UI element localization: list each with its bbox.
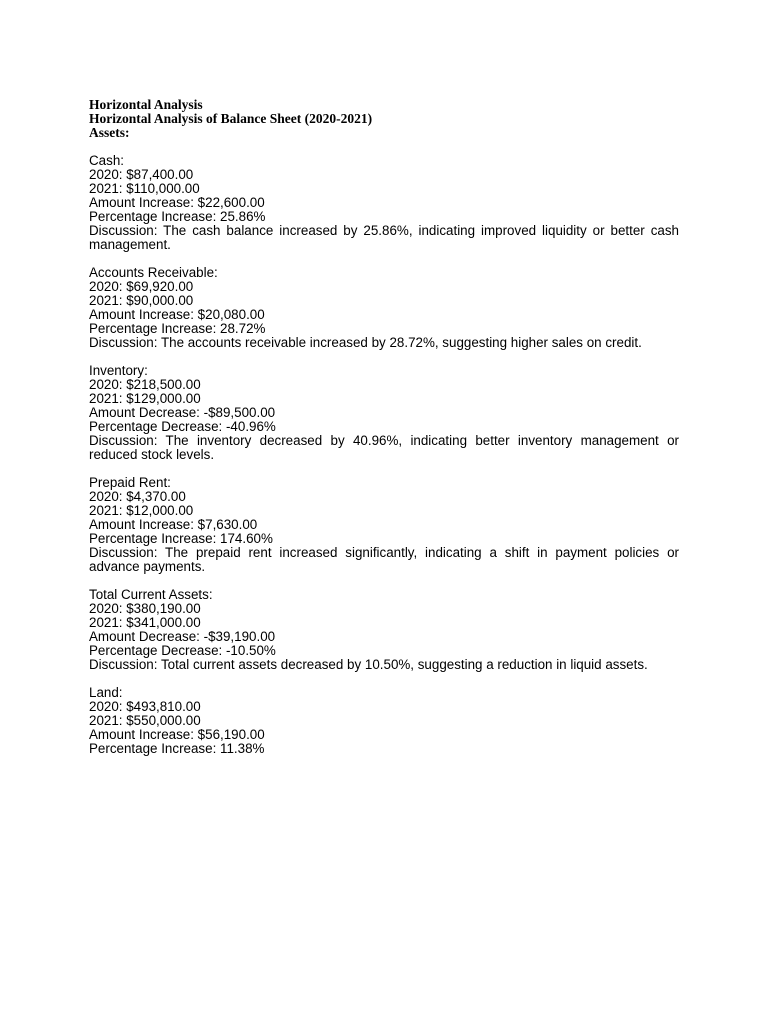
section-title: Total Current Assets: [89,587,213,602]
analysis-sections [89,154,679,756]
section-cash [89,154,679,252]
value-2021: 2021: $12,000.00 [89,503,194,518]
value-2020: 2020: $218,500.00 [89,377,201,392]
value-2020: 2020: $493,810.00 [89,699,201,714]
percentage-change: Percentage Increase: 11.38% [89,741,265,756]
discussion-text: Discussion: The accounts receivable increased by 28.72%, suggesting higher sales on credit. [89,335,642,350]
percentage-change: Percentage Decrease: -40.96% [89,419,276,434]
section-prepaid-rent [89,476,679,574]
document-subtitle: Horizontal Analysis of Balance Sheet (2020-2021) [89,111,373,126]
value-2020: 2020: $69,920.00 [89,279,194,294]
value-2021: 2021: $110,000.00 [89,181,200,196]
section-inventory [89,364,679,462]
value-2020: 2020: $380,190.00 [89,601,201,616]
document-title: Horizontal Analysis [89,97,203,112]
percentage-change: Percentage Increase: 28.72% [89,321,266,336]
section-accounts-receivable [89,266,679,350]
value-2021: 2021: $90,000.00 [89,293,194,308]
amount-change: Amount Decrease: -$39,190.00 [89,629,276,644]
value-2020: 2020: $87,400.00 [89,167,194,182]
amount-change: Amount Increase: $20,080.00 [89,307,265,322]
section-title: Land: [89,685,123,700]
section-land [89,686,679,756]
section-title: Accounts Receivable: [89,265,218,280]
section-title: Cash: [89,153,124,168]
assets-heading: Assets: [89,125,130,140]
percentage-change: Percentage Decrease: -10.50% [89,643,276,658]
discussion-text: Discussion: The cash balance increased by 25.86%, indicating improved liquidity or better cash management. [89,223,679,252]
amount-change: Amount Decrease: -$89,500.00 [89,405,276,420]
value-2021: 2021: $129,000.00 [89,391,201,406]
percentage-change: Percentage Increase: 25.86% [89,209,266,224]
discussion-text: Discussion: The inventory decreased by 40.96%, indicating better inventory management or reduced stock levels. [89,433,679,462]
value-2021: 2021: $550,000.00 [89,713,201,728]
discussion-text: Discussion: Total current assets decreased by 10.50%, suggesting a reduction in liquid assets. [89,657,648,672]
percentage-change: Percentage Increase: 174.60% [89,531,273,546]
value-2021: 2021: $341,000.00 [89,615,201,630]
section-total-current-assets [89,588,679,672]
amount-change: Amount Increase: $7,630.00 [89,517,258,532]
discussion-text: Discussion: The prepaid rent increased significantly, indicating a shift in payment policies or advance payments. [89,545,679,574]
amount-change: Amount Increase: $22,600.00 [89,195,265,210]
value-2020: 2020: $4,370.00 [89,489,186,504]
amount-change: Amount Increase: $56,190.00 [89,727,265,742]
section-title: Prepaid Rent: [89,475,171,490]
section-title: Inventory: [89,363,148,378]
